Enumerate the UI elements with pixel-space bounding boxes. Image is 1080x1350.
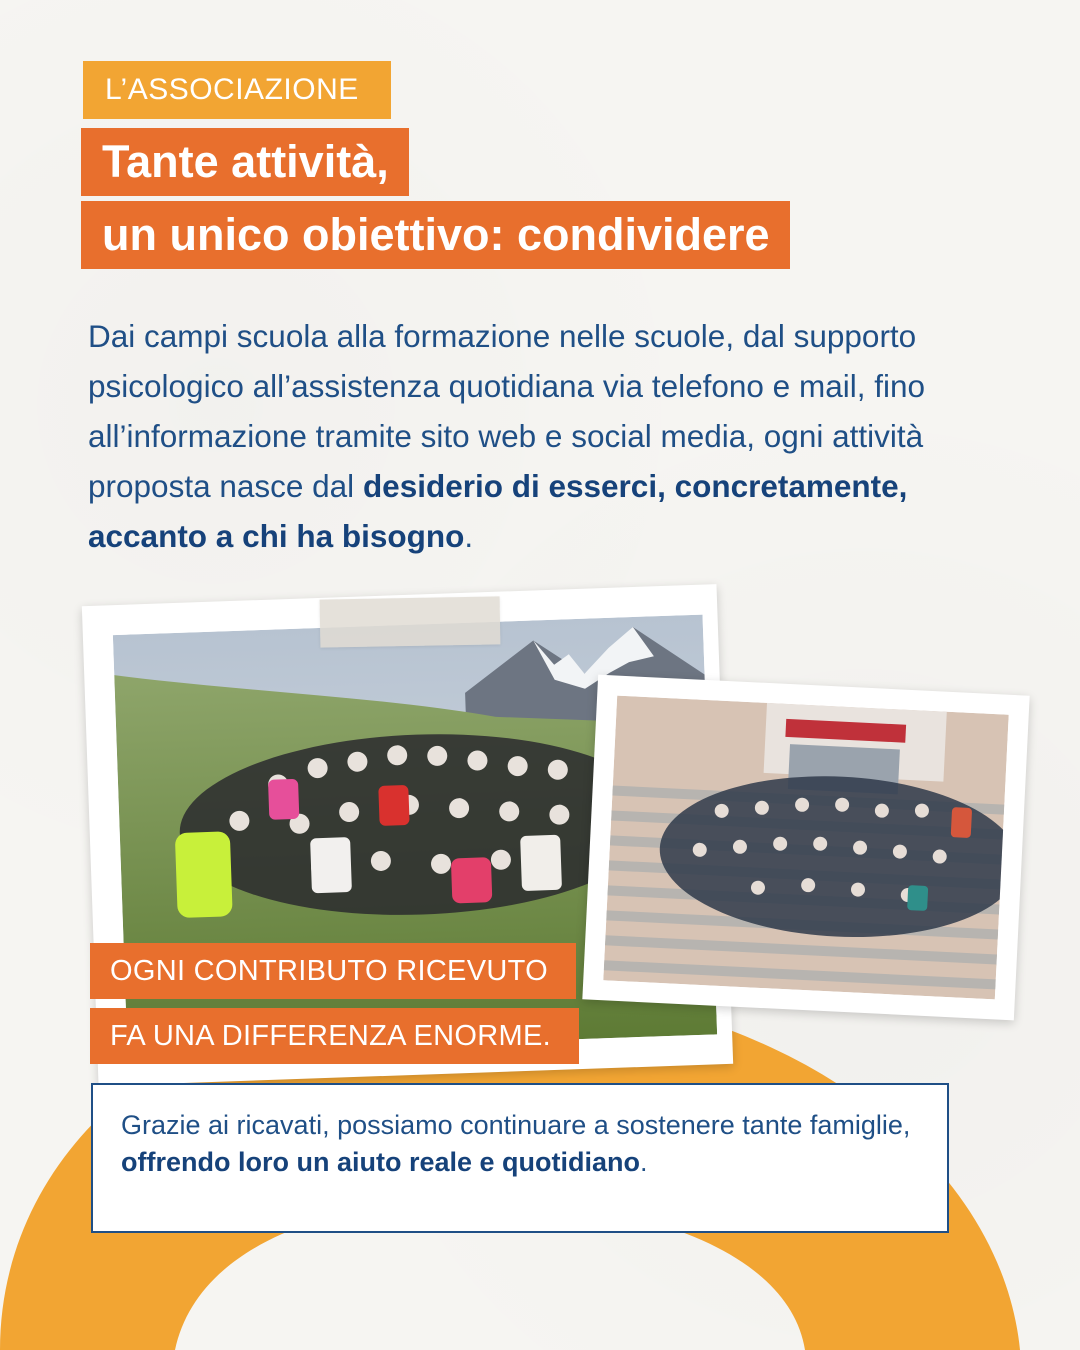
photo-tape: [320, 596, 501, 647]
footer-text: Grazie ai ricavati, possiamo continuare a sostenere tante famiglie,: [121, 1110, 911, 1140]
footer-period: .: [640, 1147, 648, 1177]
group-photo-steps: [582, 675, 1029, 1021]
intro-paragraph: [88, 311, 1028, 561]
intro-highlight: desiderio di esserci, concretamente, accanto a chi ha bisogno: [88, 468, 908, 554]
intro-text: Dai campi scuola alla formazione nelle scuole, dal supporto psicologico all’assistenza quotidiana via telefono e mail, fino all’informazione tramite sito web e social media, ogni attività proposta nasce dal: [88, 318, 925, 504]
title-line-1: Tante attività,: [81, 128, 409, 196]
callout-line-2: FA UNA DIFFERENZA ENORME.: [90, 1008, 579, 1064]
section-kicker: L’ASSOCIAZIONE: [83, 61, 391, 119]
footer-highlight: offrendo loro un aiuto reale e quotidiano: [121, 1147, 640, 1177]
steps-photo-image: [603, 696, 1008, 1000]
intro-period: .: [464, 518, 474, 554]
callout-line-1: OGNI CONTRIBUTO RICEVUTO: [90, 943, 576, 999]
title-line-2: un unico obiettivo: condividere: [81, 201, 790, 269]
footer-textbox: [91, 1083, 949, 1233]
